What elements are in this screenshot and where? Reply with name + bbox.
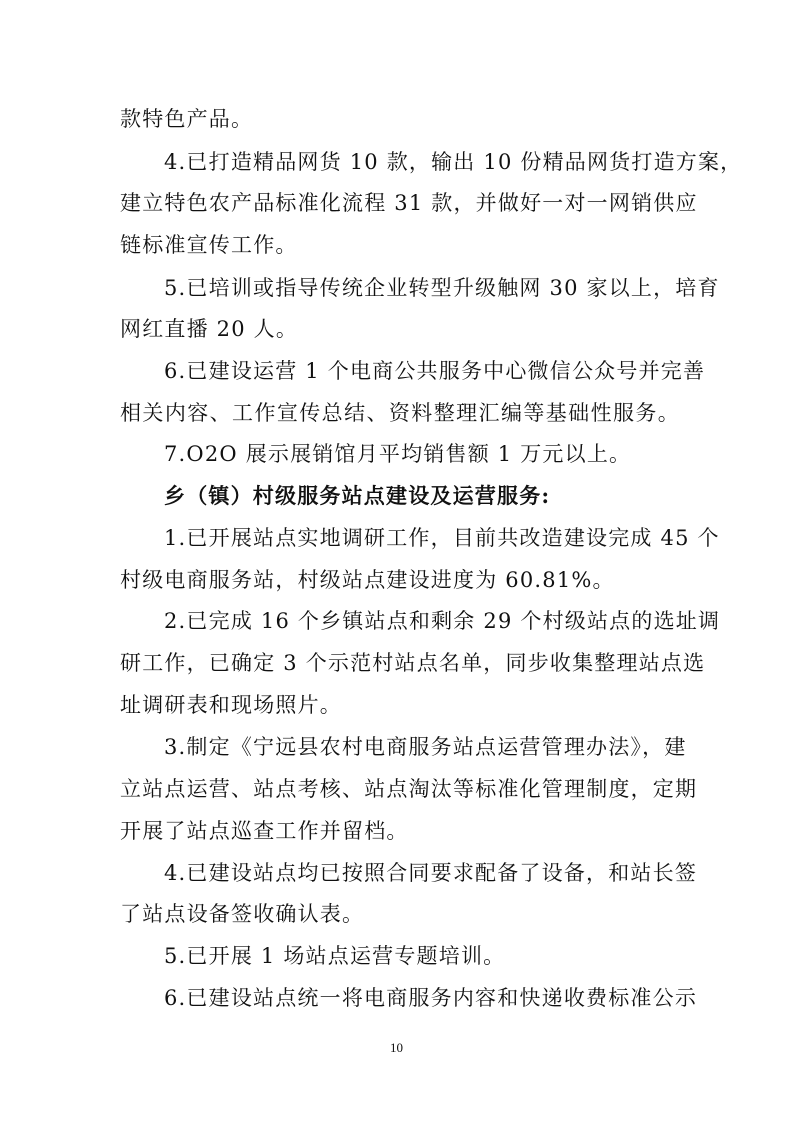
text-line: 4.已建设站点均已按照合同要求配备了设备，和站长签 [164, 861, 698, 885]
text-line: 网红直播 20 人。 [120, 317, 299, 341]
page-number: 10 [390, 1040, 403, 1055]
text-line: 6.已建设运营 1 个电商公共服务中心微信公众号并完善 [164, 359, 706, 383]
text-line: 了站点设备签收确认表。 [120, 902, 365, 926]
text-line: 3.制定《宁远县农村电商服务站点运营管理办法》，建 [164, 735, 687, 759]
text-line: 建立特色农产品标准化流程 31 款，并做好一对一网销供应 [120, 191, 698, 215]
text-line: 5.已培训或指导传统企业转型升级触网 30 家以上，培育 [164, 276, 720, 300]
text-line: 款特色产品。 [120, 107, 254, 131]
text-line: 相关内容、工作宣传总结、资料整理汇编等基础性服务。 [120, 401, 680, 425]
text-line: 4.已打造精品网货 10 款，输出 10 份精品网货打造方案， [164, 150, 743, 174]
section-heading: 乡（镇）村级服务站点建设及运营服务: [164, 483, 551, 508]
text-line: 研工作，已确定 3 个示范村站点名单，同步收集整理站点选 [120, 651, 706, 675]
text-line: 址调研表和现场照片。 [120, 693, 342, 717]
text-line: 村级电商服务站，村级站点建设进度为 60.81%。 [120, 568, 615, 592]
text-line: 链标准宣传工作。 [120, 233, 298, 257]
text-line: 1.已开展站点实地调研工作，目前共改造建设完成 45 个 [164, 526, 720, 550]
text-line: 立站点运营、站点考核、站点淘汰等标准化管理制度，定期 [120, 777, 698, 801]
text-line: 7.O2O 展示展销馆月平均销售额 1 万元以上。 [164, 442, 632, 466]
text-line: 2.已完成 16 个乡镇站点和剩余 29 个村级站点的选址调 [164, 609, 721, 633]
text-line: 5.已开展 1 场站点运营专题培训。 [164, 944, 506, 968]
text-line: 6.已建设站点统一将电商服务内容和快递收费标准公示 [164, 986, 698, 1010]
text-line: 开展了站点巡查工作并留档。 [120, 819, 409, 843]
